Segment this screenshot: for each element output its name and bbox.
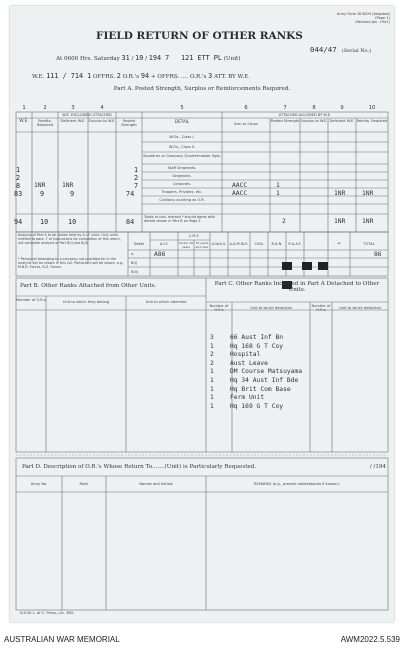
row-pte-we: 83 [14, 190, 23, 198]
row-cpl-posted: 7 [134, 182, 139, 190]
part-c-row-unit: DM Course Matsuyama [230, 368, 303, 376]
form-sheet [10, 6, 394, 622]
col-posted-r: Posted Strength [270, 119, 300, 123]
archive-footer [0, 627, 404, 653]
an-h-aif: A.I.F. [159, 242, 169, 246]
part-d-col-army-no: Army No. [30, 482, 48, 486]
detail-pte: Troopers, Privates, etc. [161, 190, 203, 194]
detail-wo1: W.Os., Class I. [169, 135, 195, 139]
row-pte-reinf: 9 [40, 190, 45, 198]
an-h-detail: Detail [133, 242, 145, 246]
col-surplus: Surplus to W.E. [88, 119, 116, 123]
part-d-date: / /194 [369, 464, 386, 470]
col-posted: Posted Strength [121, 119, 137, 127]
part-c-row-number: 1 [210, 376, 214, 384]
col-num-1: 1 [22, 105, 26, 111]
part-c-row-number: 2 [210, 351, 214, 359]
an-a-total: 86 [374, 251, 382, 258]
part-c-row-number: 1 [210, 402, 214, 410]
detail-cpl: Corporals. [172, 182, 192, 186]
form-number [308, 12, 390, 24]
part-c-row-number: 1 [210, 385, 214, 393]
detail-sqms: Squadron or Company Quartermaster Sgts. [142, 154, 222, 158]
an-h-cmf: C.M.F. [188, 234, 200, 238]
we-line: W.E. 111 / 714 1 OFFRS. 2 O.R.'s 94 + OFFRS. .... O.R.'s 3 ATT. BY W.E. [32, 72, 250, 80]
row-pte-deficr: 1NR [334, 190, 346, 197]
part-b-col-number: Number of O.R.s [16, 298, 46, 302]
an-row-a: A [131, 252, 134, 256]
row-total-postedr: 2 [282, 218, 286, 225]
detail-totals: Totals of cols. marked * should agree with details shown in Part B on Page 2. [144, 215, 215, 223]
part-c-row-number: 2 [210, 359, 214, 367]
archive-ref: AWM2022.5.539 [340, 635, 400, 644]
an-h-awas: A.W.A.S. [211, 242, 227, 246]
printer-imprint: N.S.W. L. of C. Press—Gc. 892. [20, 611, 75, 615]
col-num-6: 6 [244, 105, 248, 111]
part-c-row-number: 1 [210, 368, 214, 376]
part-b-col-attached: Unit to which attached [145, 300, 187, 304]
col-reinfs: Reinfts. Required [37, 119, 53, 127]
row-cpl-postedr: 1 [276, 182, 280, 189]
ors2-label: O.R.'s [189, 74, 207, 80]
row-pte-reinfr: 1NR [362, 190, 374, 197]
ors-label: O.R.'s [122, 74, 140, 80]
an-row-bi: B(i) [131, 261, 138, 265]
row-total-defic: 10 [68, 218, 77, 226]
col-deficient-r: Deficient W.E. [329, 119, 355, 123]
col-deficient: Deficient W.E. [60, 119, 86, 123]
hrs-prefix: At 0600 Hrs. Saturday [56, 56, 120, 62]
date-month: 10 [135, 54, 144, 62]
detail-civ: Civilians counting as O.R. [159, 198, 205, 202]
row-pte-defic: 9 [70, 190, 75, 198]
an-h-total: TOTAL [363, 242, 375, 246]
row-cpl-reinf: 1NR [34, 182, 46, 189]
ors-value: 94 [140, 72, 150, 80]
offrs-label: OFFRS. [93, 74, 115, 80]
part-d-title: Part D. Description of O.R.'s Whose Return To.......(Unit) is Particularly Requested. [22, 464, 257, 470]
group-left-header: W.E. EXCLUDING ATTACHED [62, 113, 112, 117]
detail-wo2: W.Os., Class II. [168, 145, 196, 149]
part-c-col-number-2: Number of O.R.s [311, 304, 331, 312]
row-sgt-we: 2 [16, 174, 21, 182]
we-value: 111 / 714 1 [46, 72, 92, 80]
part-c-list [210, 324, 330, 410]
col-reinfs-r: Reinfts. Required [356, 119, 388, 123]
col-num-4: 4 [100, 105, 104, 111]
part-c-row-unit: 66 Aust Inf Bn [230, 334, 284, 341]
col-surplus-r: Surplus to W.E. [300, 119, 328, 123]
page-title: FIELD RETURN OF OTHER RANKS [96, 30, 303, 42]
row-pte-postedr: 1 [276, 190, 280, 197]
serial-value: 044/47 [310, 45, 337, 54]
row-total-deficr: 1NR [334, 218, 346, 225]
date-day: 31 [121, 54, 130, 62]
part-c-row [210, 350, 330, 367]
part-c-row-number: 1 [210, 342, 214, 350]
group-right-header: ATTACHED ALLOWED BY W.E. [278, 113, 332, 117]
part-c-row-unit: Hq 34 Aust Inf Bde [230, 376, 299, 384]
part-d-col-names: Names and Initials [139, 482, 173, 486]
form-line-3: (Revised Jan. 1941) [355, 20, 390, 24]
col-num-10: 10 [368, 105, 376, 111]
part-c-col-unit: Unit to which detached [250, 306, 292, 310]
an-h-ran: R.A.N. [271, 242, 283, 246]
part-c-row [210, 333, 330, 350]
part-c-row [210, 393, 330, 410]
part-c-row-unit: Hq 168 G T Coy [230, 342, 284, 350]
col-num-7: 7 [283, 105, 287, 111]
part-c-row-number: 3 [210, 334, 214, 341]
att-value: 3 [208, 72, 213, 80]
part-c-row-unit: Aust Leave [230, 359, 268, 367]
an-h-cmf-over: 19 years and over [195, 241, 209, 249]
row-ssgt-we: 1 [16, 166, 21, 174]
date-year: 194 7 [148, 54, 170, 62]
part-b-col-unit: Unit to which they belong [62, 300, 110, 304]
col-we: W.E. [19, 119, 29, 124]
form-rules [10, 6, 394, 622]
form-line-2: (Page 1) [375, 16, 390, 20]
col-num-3: 3 [71, 105, 75, 111]
unit-suffix: (Unit) [223, 56, 241, 62]
row-cpl-arm: AACC [232, 182, 248, 189]
part-c-col-number: Number of O.R.s [209, 304, 229, 312]
detail-sgt: Sergeants. [172, 174, 192, 178]
part-c-col-unit-2: Unit to which detached [339, 306, 381, 310]
part-c-row [210, 367, 330, 384]
detail-ssgt: Staff Sergeants. [167, 166, 197, 170]
att-suffix: ATT. BY W.E. [214, 74, 250, 80]
row-pte-arm: AACC [232, 190, 248, 197]
col-arm: Arm or Corps [234, 122, 258, 126]
an-h-aamws: A.A.M.W.S. [229, 242, 249, 246]
archive-name: AUSTRALIAN WAR MEMORIAL [4, 635, 120, 644]
an-h-raaf: R.A.A.F. [288, 242, 302, 246]
part-c-row [210, 324, 330, 341]
offrs2-label: OFFRS. [157, 74, 180, 80]
analysis-note-2: * Personnel belonging to a company not provided for in the analysis will be shown in this Col. Particulars will be shown, e.g., M.N.R. Forces, N.Z. Forces. [18, 257, 125, 269]
row-total-reinf: 10 [40, 218, 49, 226]
row-ssgt-posted: 1 [134, 166, 139, 174]
part-c-row-unit: Hospital [230, 351, 261, 359]
part-b-title: Part B. Other Ranks Attached from Other Units. [20, 283, 157, 289]
part-c-row-unit: Hq 169 G T Coy [230, 402, 284, 410]
row-cpl-we: 8 [16, 182, 21, 190]
an-h-civil: CIVIL [254, 242, 264, 246]
col-detail: DETAIL [174, 119, 190, 124]
part-c-row [210, 376, 330, 393]
part-c-title: Part C. Other Ranks Included in Part A Detached to Other Units. [214, 281, 380, 293]
offrs-value: 2 [116, 72, 121, 80]
date-line: At 0600 Hrs. Saturday 31 / 10 / 194 7 121 ETT PL (Unit) [56, 54, 241, 62]
col-num-9: 9 [340, 105, 344, 111]
row-total-we: 94 [14, 218, 23, 226]
part-d-col-remarks: REMARKS (e.g., present whereabouts if known). [253, 482, 341, 486]
form-line-1: Army Form W.3009 (Adapted) [336, 12, 390, 16]
part-c-row-number: 1 [210, 394, 214, 402]
part-a-title: Part A. Posted Strength, Surplus or Reinforcements Required. [113, 86, 291, 92]
row-total-reinfr: 1NR [362, 218, 374, 225]
serial-suffix: (Serial No.) [341, 48, 372, 54]
col-num-5: 5 [180, 105, 184, 111]
row-pte-posted: 74 [126, 190, 135, 198]
row-sgt-posted: 2 [134, 174, 139, 182]
part-c-row [210, 358, 330, 376]
unit-value: 121 ETT PL [181, 54, 222, 62]
analysis-note: Analysis of Part A to be shown here by A.I.F. units. Only units entitled to para. 7 of instructions for completion of this return, will complete analysis of Part B(i) and B(ii). [18, 233, 121, 245]
row-cpl-defic: 1NR [62, 182, 74, 189]
part-c-row-unit: Ferm Unit [230, 394, 265, 402]
col-num-2: 2 [43, 105, 47, 111]
part-c-row-unit: Hq Brit Com Base [230, 385, 291, 393]
we-prefix: W.E. [32, 74, 45, 80]
an-row-bii: B(ii) [131, 270, 139, 274]
an-a-aif: A86 [154, 251, 166, 258]
row-total-posted: 84 [126, 218, 135, 226]
col-num-8: 8 [312, 105, 316, 111]
an-h-star: ** [337, 242, 341, 246]
part-d-col-rank: Rank [79, 482, 89, 486]
an-h-cmf-under: Under 19 years [179, 241, 193, 249]
